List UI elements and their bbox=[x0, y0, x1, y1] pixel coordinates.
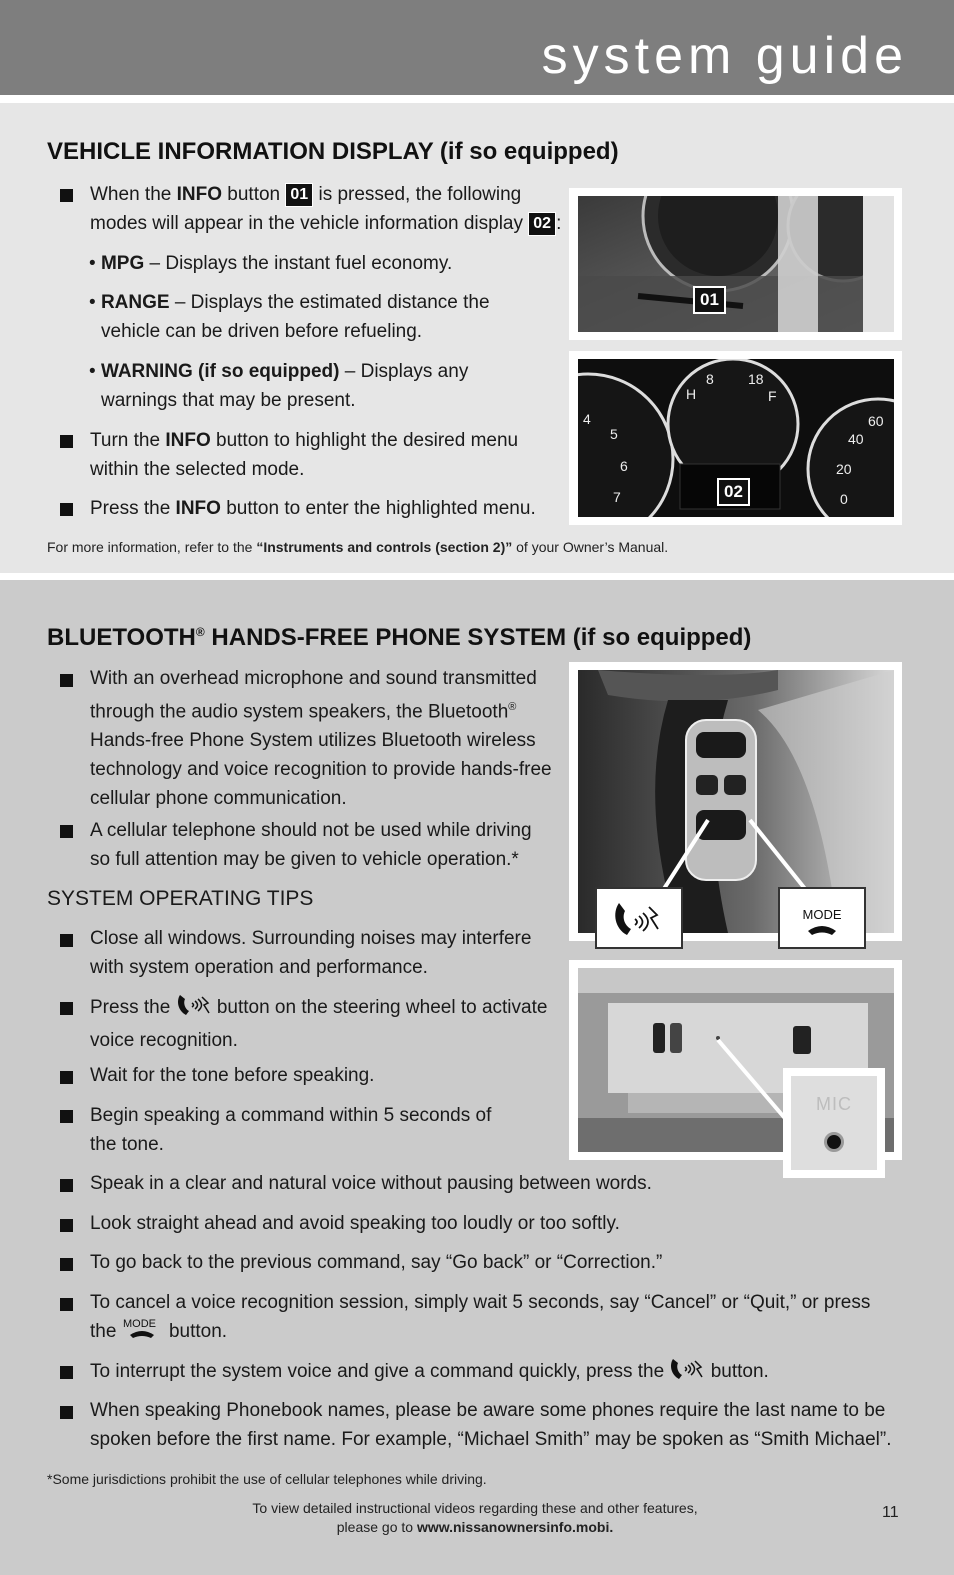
hang-up-icon bbox=[806, 921, 838, 937]
tip-10: When speaking Phonebook names, please be aware some phones require the last name to be spoken before the first name. For example, “Michael Smith” may be spoken as “Smith Michael”. bbox=[90, 1400, 892, 1450]
svg-text:H: H bbox=[686, 386, 697, 402]
bullet bbox=[60, 1219, 73, 1232]
label-01: 01 bbox=[693, 286, 726, 314]
svg-text:0: 0 bbox=[840, 491, 848, 507]
talk-phone-icon bbox=[176, 993, 212, 1026]
mode-phone-icon bbox=[122, 1317, 164, 1348]
mic-label: MIC bbox=[816, 1094, 852, 1114]
bullet bbox=[60, 1406, 73, 1419]
svg-text:F: F bbox=[768, 388, 777, 404]
tip-7: To go back to the previous command, say “Go back” or “Correction.” bbox=[90, 1252, 663, 1273]
bullet bbox=[60, 189, 73, 202]
mode-button-callout bbox=[778, 887, 866, 949]
tip-9: To interrupt the system voice and give a command quickly, press the button. bbox=[90, 1357, 920, 1390]
bullet bbox=[60, 934, 73, 947]
bullet bbox=[60, 1179, 73, 1192]
range-item: • RANGE – Displays the estimated distance the vehicle can be driven before refueling. bbox=[89, 292, 490, 342]
footnote: *Some jurisdictions prohibit the use of cellular telephones while driving. bbox=[47, 1471, 487, 1487]
talk-button-callout bbox=[595, 887, 683, 949]
section-divider bbox=[0, 573, 954, 580]
bt-bullet-2: A cellular telephone should not be used while driving so full attention may be given to vehicle operation.* bbox=[90, 820, 532, 870]
bullet bbox=[60, 1002, 73, 1015]
vid-bullet-3: Press the INFO button to enter the highlighted menu. bbox=[90, 498, 536, 519]
tip-2: Press the button on the steering wheel to activate voice recognition. bbox=[90, 993, 560, 1055]
photo-frame-display bbox=[569, 351, 902, 525]
mic-callout bbox=[783, 1068, 885, 1178]
svg-text:8: 8 bbox=[706, 371, 714, 387]
vid-heading: VEHICLE INFORMATION DISPLAY (if so equipped) bbox=[47, 138, 619, 165]
svg-text:7: 7 bbox=[613, 489, 621, 505]
vid-reference-note: For more information, refer to the “Instruments and controls (section 2)” of your Owner’s Manual. bbox=[47, 539, 669, 555]
tip-1: Close all windows. Surrounding noises may interfere with system operation and performance. bbox=[90, 928, 532, 978]
svg-text:4: 4 bbox=[583, 411, 591, 427]
bullet bbox=[60, 1258, 73, 1271]
vid-bullet-2: Turn the INFO button to highlight the desired menu within the selected mode. bbox=[90, 430, 519, 480]
website-link[interactable]: www.nissanownersinfo.mobi. bbox=[416, 1519, 614, 1535]
vid-bullet-1: When the INFO button 01 is pressed, the following modes will appear in the vehicle information display 02 : bbox=[90, 184, 562, 234]
mic-closeup bbox=[791, 1076, 877, 1170]
tip-6: Look straight ahead and avoid speaking too loudly or too softly. bbox=[90, 1213, 620, 1234]
mpg-item: • MPG – Displays the instant fuel economy. bbox=[89, 253, 453, 274]
talk-phone-icon bbox=[597, 889, 681, 947]
bullet bbox=[60, 435, 73, 448]
warning-item: • WARNING (if so equipped) – Displays any warnings that may be present. bbox=[89, 361, 469, 411]
tag-02: 02 bbox=[528, 212, 556, 236]
bullet bbox=[60, 1366, 73, 1379]
page-header bbox=[0, 0, 954, 95]
bullet bbox=[60, 1110, 73, 1123]
bullet bbox=[60, 825, 73, 838]
tip-3: Wait for the tone before speaking. bbox=[90, 1065, 375, 1086]
header-divider bbox=[0, 95, 954, 103]
svg-text:5: 5 bbox=[610, 426, 618, 442]
bullet bbox=[60, 503, 73, 516]
mode-label: MODE bbox=[802, 907, 842, 922]
page-title: system guide bbox=[541, 27, 908, 85]
svg-text:6: 6 bbox=[620, 458, 628, 474]
tag-01: 01 bbox=[285, 183, 313, 207]
bt-bullet-1: With an overhead microphone and sound transmitted through the audio system speakers, the Bluetooth® Hands-free Phone System utilizes Bluetooth wireless technology and voice recognition to provide hands-free cellular phone communication. bbox=[90, 668, 552, 810]
bullet bbox=[60, 674, 73, 687]
svg-text:40: 40 bbox=[848, 431, 864, 447]
page-number: 11 bbox=[882, 1504, 899, 1521]
tip-5: Speak in a clear and natural voice without pausing between words. bbox=[90, 1173, 652, 1194]
photo-frame-info-button bbox=[569, 188, 902, 340]
mic-hole bbox=[824, 1132, 844, 1152]
info-button-photo bbox=[578, 196, 894, 332]
svg-text:18: 18 bbox=[748, 371, 764, 387]
footer-note: To view detailed instructional videos regarding these and other features, please go to www.nissanownersinfo.mobi. bbox=[252, 1500, 698, 1535]
talk-phone-icon bbox=[669, 1357, 705, 1390]
bullet bbox=[60, 1298, 73, 1311]
mode-icon-label: MODE bbox=[122, 1318, 156, 1330]
svg-text:60: 60 bbox=[868, 413, 884, 429]
svg-text:20: 20 bbox=[836, 461, 852, 477]
tip-8: To cancel a voice recognition session, simply wait 5 seconds, say “Cancel” or “Quit,” or press the MODE button. bbox=[90, 1288, 920, 1348]
bullet bbox=[60, 1071, 73, 1084]
tip-4: Begin speaking a command within 5 seconds of the tone. bbox=[90, 1105, 492, 1155]
label-02: 02 bbox=[717, 478, 750, 506]
tips-heading: SYSTEM OPERATING TIPS bbox=[47, 887, 314, 910]
bt-heading: BLUETOOTH® HANDS-FREE PHONE SYSTEM (if so equipped) bbox=[47, 624, 752, 651]
